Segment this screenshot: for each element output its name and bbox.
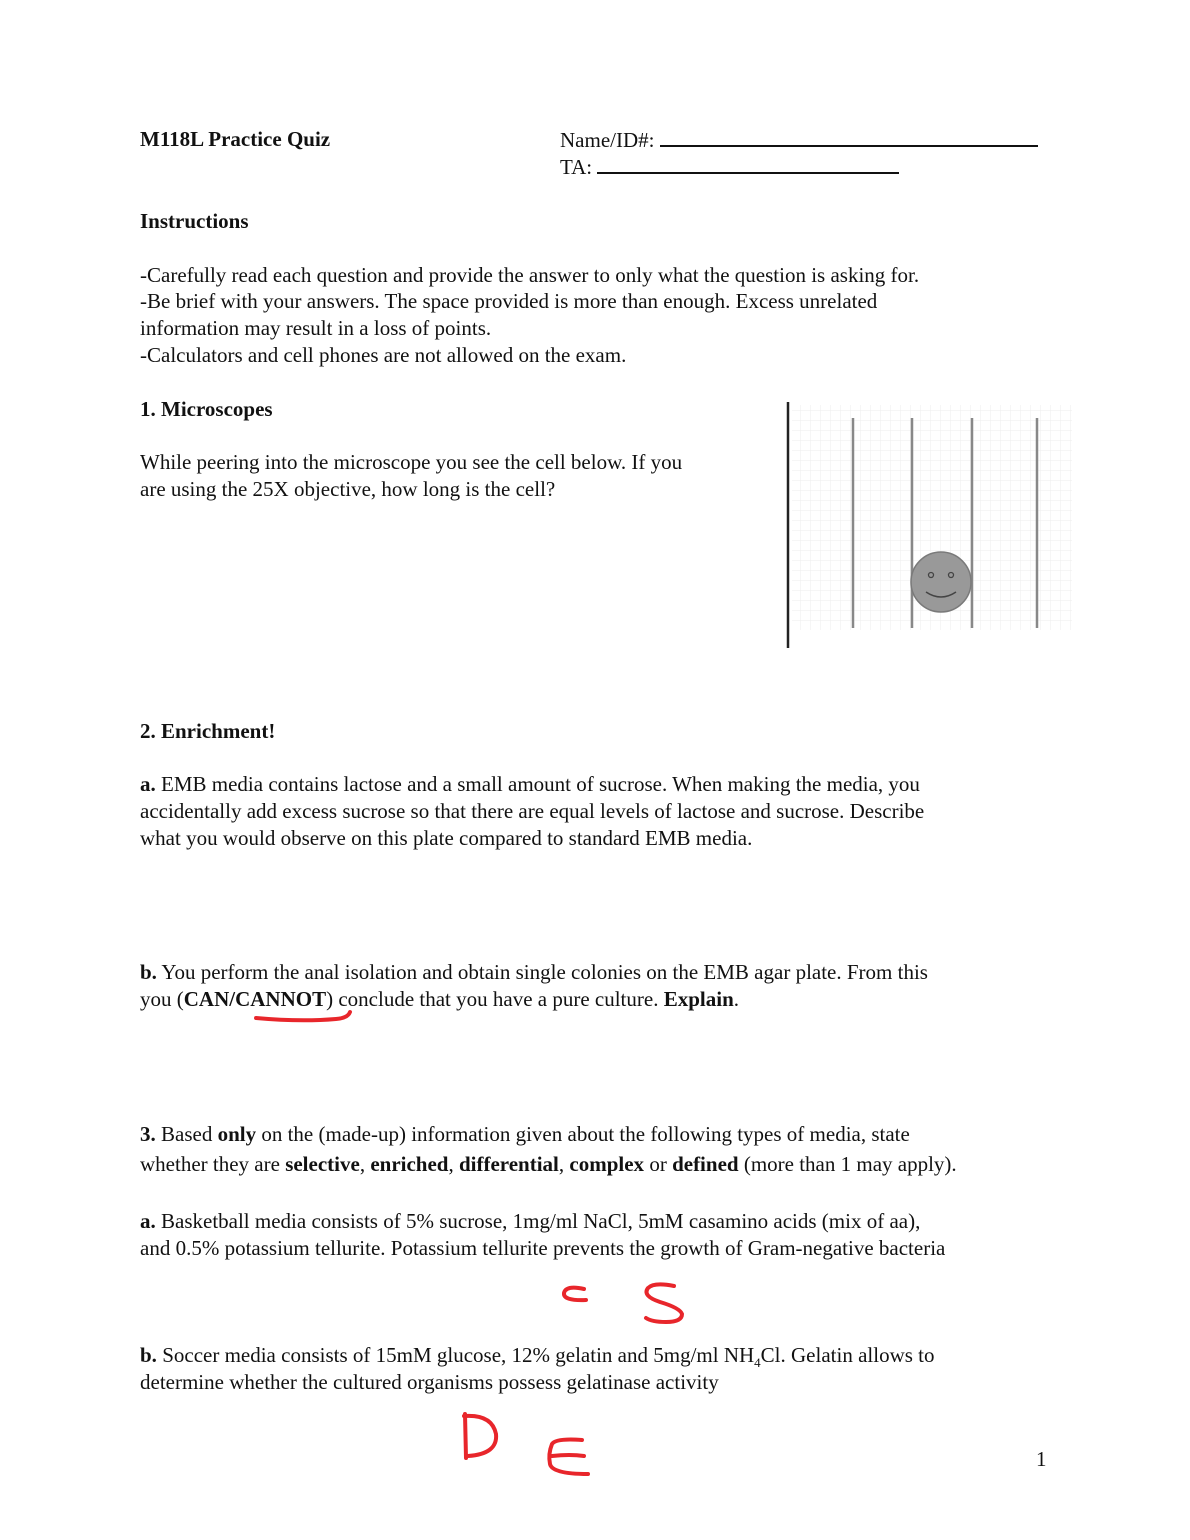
page-title: M118L Practice Quiz	[140, 127, 331, 151]
q3-only: only	[217, 1122, 257, 1146]
term-selective: selective	[285, 1152, 360, 1176]
handwritten-answer-s	[636, 1280, 696, 1330]
q2b-line	[140, 959, 928, 986]
q3a-label: a.	[140, 1209, 156, 1233]
q3b-text: Soccer media consists of 15mM glucose, 12% gelatin and 5mg/ml NH	[156, 1343, 755, 1367]
term-defined: defined	[672, 1152, 739, 1176]
q2b-text: ) conclude that you have a pure culture.	[326, 987, 664, 1011]
q2b-text: you (	[140, 987, 184, 1011]
q3a-text: Basketball media consists of 5% sucrose, 1mg/ml NaCl, 5mM casamino acids (mix of aa),	[155, 1209, 921, 1233]
q2a-line	[140, 771, 920, 798]
q2-heading: 2. Enrichment!	[140, 719, 276, 743]
instruction-line: information may result in a loss of points.	[140, 316, 492, 340]
name-id-field[interactable]	[560, 127, 1038, 153]
ta-blank[interactable]	[597, 154, 899, 174]
q1-text: While peering into the microscope you see the cell below. If you	[140, 450, 683, 474]
instruction-line: -Calculators and cell phones are not allowed on the exam.	[140, 343, 627, 367]
q2a-line: what you would observe on this plate compared to standard EMB media.	[140, 826, 753, 850]
q2a-text: EMB media contains lactose and a small amount of sucrose. When making the media, you	[155, 772, 920, 796]
name-id-blank[interactable]	[660, 127, 1038, 147]
instructions-heading: Instructions	[140, 209, 249, 233]
ta-field[interactable]	[560, 154, 899, 180]
q1-heading: 1. Microscopes	[140, 397, 273, 421]
q3-line	[140, 1121, 910, 1148]
handwritten-answer-c	[556, 1283, 596, 1313]
q3-line	[140, 1151, 957, 1178]
q3b-subscript: 4	[754, 1355, 761, 1371]
term-complex: complex	[569, 1152, 645, 1176]
q3-comma: ,	[448, 1152, 459, 1176]
q3-comma: ,	[558, 1152, 570, 1176]
q3-text: or	[644, 1152, 673, 1176]
q2b-choice[interactable]: CAN/CANNOT	[183, 987, 327, 1011]
q3a-line: and 0.5% potassium tellurite. Potassium tellurite prevents the growth of Gram-negative bacteria	[140, 1236, 946, 1260]
q3b-label: b.	[140, 1343, 157, 1367]
q3-text: whether they are	[140, 1152, 286, 1176]
q3a-line	[140, 1208, 920, 1235]
q3b-text: Cl. Gelatin allows to	[760, 1343, 935, 1367]
instruction-line: -Be brief with your answers. The space provided is more than enough. Excess unrelated	[140, 289, 878, 313]
q2a-line: accidentally add excess sucrose so that there are equal levels of lactose and sucrose. Describe	[140, 799, 925, 823]
term-differential: differential	[458, 1152, 559, 1176]
handwritten-answer-e	[544, 1434, 604, 1484]
q3b-line: determine whether the cultured organisms possess gelatinase activity	[140, 1370, 719, 1394]
ta-label: TA:	[560, 155, 593, 179]
q2b-label: b.	[140, 960, 157, 984]
handwritten-answer-d	[456, 1408, 506, 1468]
q2b-line	[140, 986, 739, 1013]
cell-icon	[911, 552, 971, 612]
q2b-explain: Explain	[663, 987, 734, 1011]
q3-text: on the (made-up) information given about the following types of media, state	[256, 1122, 910, 1146]
q1-text: are using the 25X objective, how long is the cell?	[140, 477, 556, 501]
q3-comma: ,	[359, 1152, 371, 1176]
microscope-cell-figure	[780, 400, 1080, 660]
page-number: 1	[1036, 1447, 1047, 1471]
instruction-line: -Carefully read each question and provide the answer to only what the question is asking for.	[140, 263, 920, 287]
handwritten-underline	[250, 1008, 360, 1028]
term-enriched: enriched	[370, 1152, 449, 1176]
q2b-text: You perform the anal isolation and obtain single colonies on the EMB agar plate. From this	[156, 960, 928, 984]
q2a-label: a.	[140, 772, 156, 796]
q3-text: (more than 1 may apply).	[738, 1152, 957, 1176]
q2b-period: .	[733, 987, 740, 1011]
q3-number: 3.	[140, 1122, 156, 1146]
name-id-label: Name/ID#:	[560, 128, 655, 152]
q3-text: Based	[155, 1122, 218, 1146]
